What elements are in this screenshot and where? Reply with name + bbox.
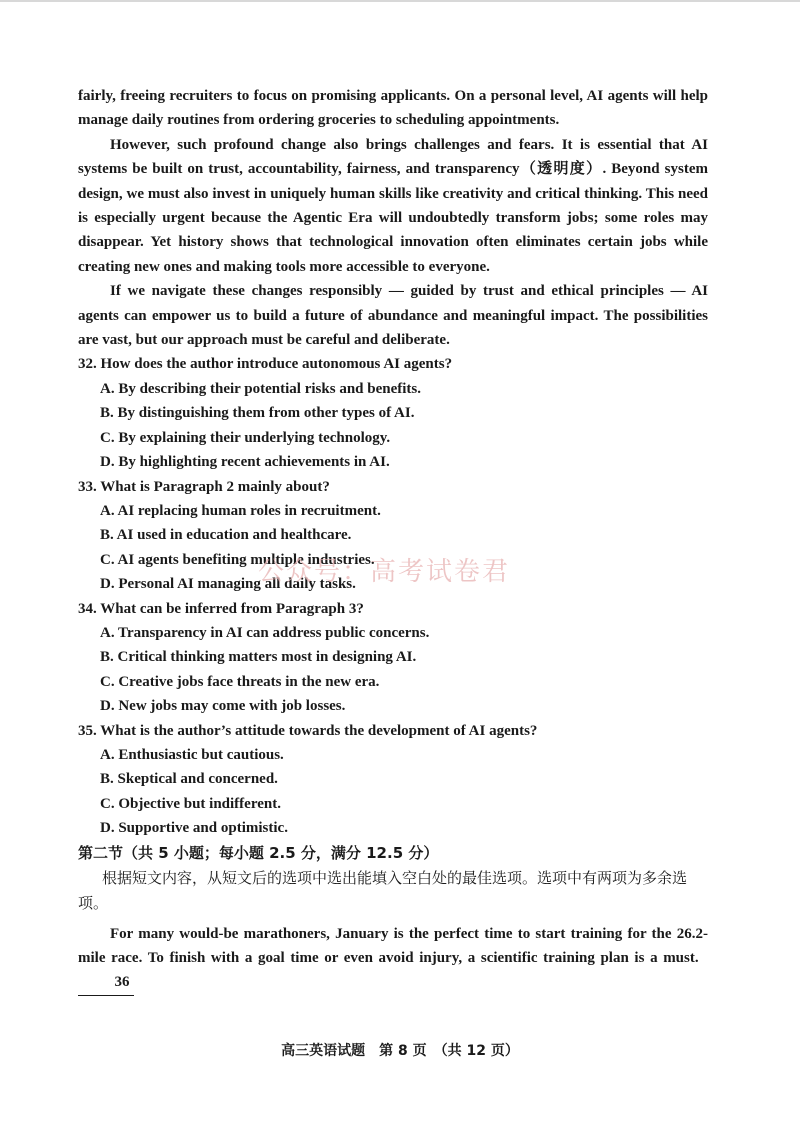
option-a: A. Transparency in AI can address public concerns. — [100, 624, 430, 641]
watermark: 公众号：高考试卷君 — [258, 557, 511, 587]
option-b: B. Critical thinking matters most in designing AI. — [100, 649, 417, 666]
passage-paragraph-2: However, such profound change also brings challenges and fears. It is essential that AI systems be built on trust, accountability, fairness, and transparency（透明度）. Beyond system design, we must also invest in uniquely human skills like creativity and critical thinking. This need is especially urgent because the Agentic Era will undoubtedly transform jobs; some roles may disappear. Yet history shows that technological innovation often eliminates certain jobs while creating new ones and making tools more accessible to everyone. — [78, 136, 708, 275]
option-d: D. Personal AI managing all daily tasks. — [100, 576, 356, 593]
option-c: C. By explaining their underlying technology. — [100, 429, 391, 446]
option-a: A. By describing their potential risks and benefits. — [100, 380, 421, 397]
option-d: D. New jobs may come with job losses. — [100, 698, 346, 715]
question-stem: 34. What can be inferred from Paragraph 3? — [78, 600, 364, 617]
option-c: C. Creative jobs face threats in the new era. — [100, 673, 380, 690]
option-a: A. Enthusiastic but cautious. — [100, 746, 284, 763]
passage-paragraph-3: If we navigate these changes responsibly — guided by trust and ethical principles — AI agents can empower us to build a future of abundance and meaningful impact. The possibilities are vast, but our approach must be careful and deliberate. — [78, 283, 708, 349]
section-2-heading: 第二节（共 5 小题；每小题 2.5 分，满分 12.5 分） — [78, 843, 439, 862]
page-footer: 高三英语试题 第 8 页 （共 12 页） — [281, 1043, 519, 1059]
question-stem: 35. What is the author’s attitude towards the development of AI agents? — [78, 722, 538, 739]
option-c: C. Objective but indifferent. — [100, 795, 281, 812]
option-d: D. By highlighting recent achievements in AI. — [100, 454, 390, 471]
option-c: C. AI agents benefiting multiple industries. — [100, 551, 375, 568]
question-32 — [78, 352, 708, 474]
question-34 — [78, 597, 708, 719]
question-35 — [78, 719, 708, 841]
section-2-instructions: 根据短文内容，从短文后的选项中选出能填入空白处的最佳选项。选项中有两项为多余选项。 — [78, 868, 688, 912]
passage-paragraph-1: fairly, freeing recruiters to focus on promising applicants. On a personal level, AI agents will help manage daily routines from ordering groceries to scheduling appointments. — [78, 88, 708, 129]
exam-page-content — [78, 84, 708, 996]
passage-text: For many would-be marathoners, January is the perfect time to start training for the 26.2-mile race. To finish with a goal time or even avoid injury, a scientific training plan is a must. — [78, 925, 708, 966]
option-b: B. By distinguishing them from other types of AI. — [100, 405, 415, 422]
question-stem: 32. How does the author introduce autonomous AI agents? — [78, 356, 453, 373]
section-2-passage — [78, 922, 708, 996]
answer-blank-36: 36 — [78, 970, 134, 995]
option-d: D. Supportive and optimistic. — [100, 820, 288, 837]
option-b: B. AI used in education and healthcare. — [100, 527, 352, 544]
option-a: A. AI replacing human roles in recruitment. — [100, 502, 381, 519]
option-b: B. Skeptical and concerned. — [100, 771, 278, 788]
question-stem: 33. What is Paragraph 2 mainly about? — [78, 478, 330, 495]
top-edge-line — [0, 0, 800, 2]
